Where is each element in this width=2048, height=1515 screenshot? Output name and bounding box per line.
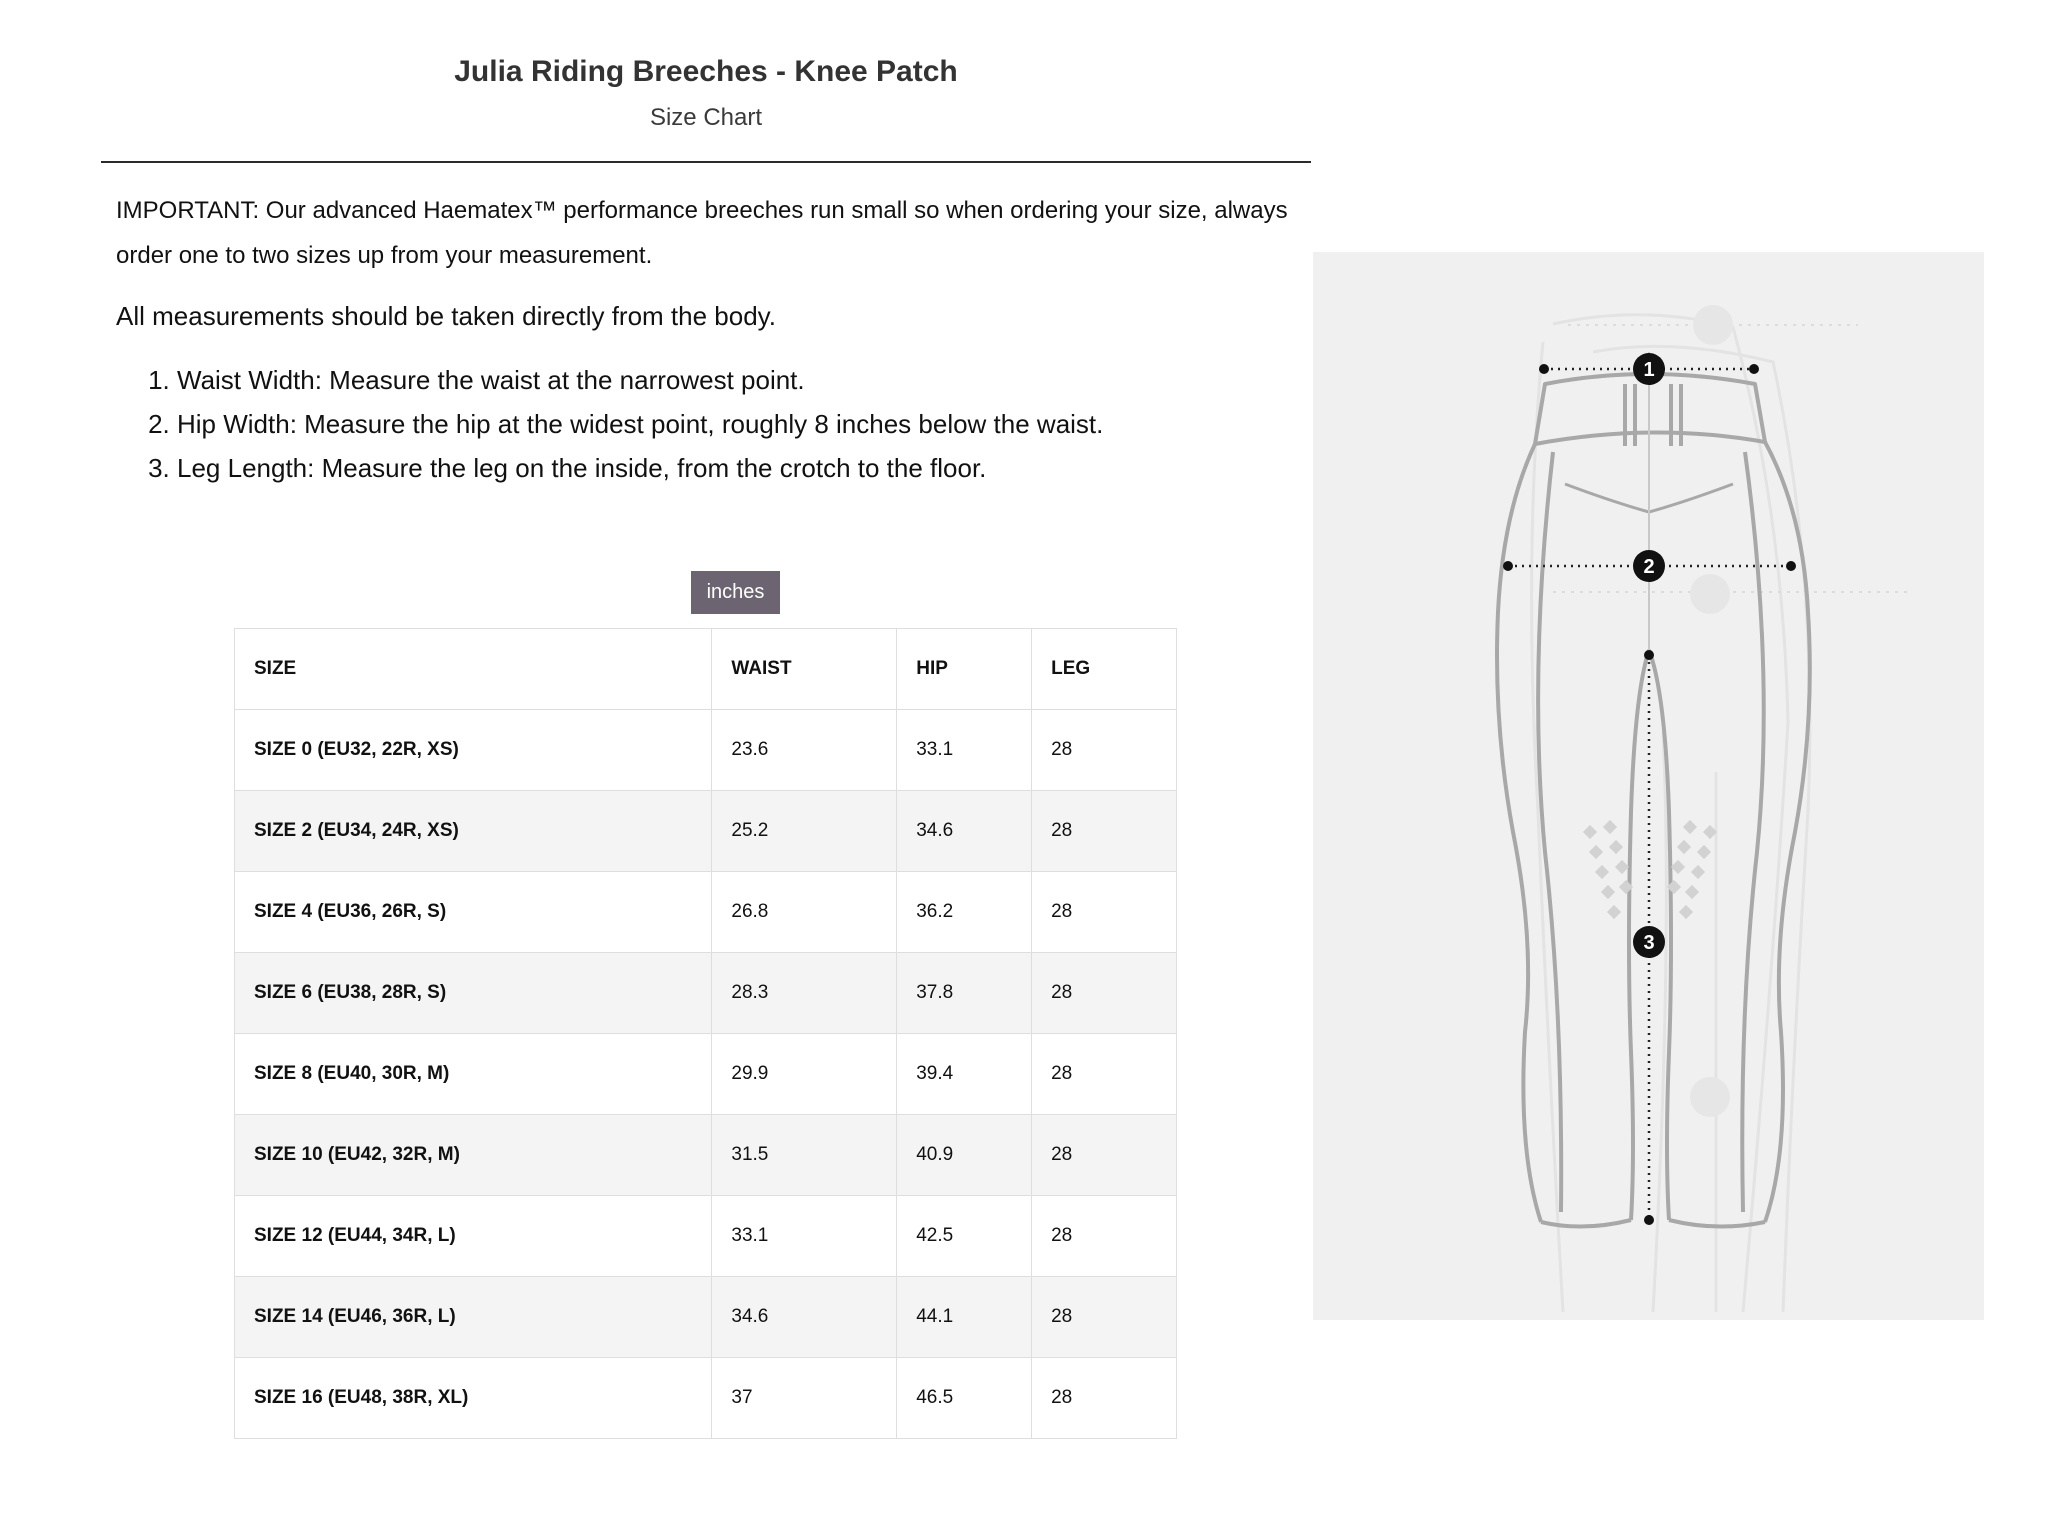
- cell-size: SIZE 12 (EU44, 34R, L): [235, 1196, 712, 1277]
- cell-leg: 28: [1032, 872, 1177, 953]
- cell-waist: 33.1: [712, 1196, 897, 1277]
- svg-text:1: 1: [1643, 359, 1655, 381]
- svg-text:3: 3: [1643, 932, 1655, 954]
- step-hip: 2. Hip Width: Measure the hip at the widest point, roughly 8 inches below the waist.: [177, 402, 1306, 446]
- cell-hip: 42.5: [897, 1196, 1032, 1277]
- table-row: [235, 791, 1177, 872]
- cell-waist: 26.8: [712, 872, 897, 953]
- measurement-steps: [116, 358, 1306, 490]
- faded-measure-lines: [1553, 325, 1913, 592]
- cell-hip: 39.4: [897, 1034, 1032, 1115]
- header-size: SIZE: [235, 629, 712, 710]
- cell-hip: 34.6: [897, 791, 1032, 872]
- page-title: Julia Riding Breeches - Knee Patch: [454, 55, 958, 88]
- header-hip: HIP: [897, 629, 1032, 710]
- marker-leg-icon: [1633, 926, 1665, 958]
- cell-hip: 46.5: [897, 1358, 1032, 1439]
- header-leg: LEG: [1032, 629, 1177, 710]
- page-subtitle: Size Chart: [649, 104, 763, 131]
- faded-markers: [1690, 305, 1733, 1117]
- table-row: [235, 1277, 1177, 1358]
- cell-waist: 25.2: [712, 791, 897, 872]
- cell-size: SIZE 8 (EU40, 30R, M): [235, 1034, 712, 1115]
- cell-size: SIZE 14 (EU46, 36R, L): [235, 1277, 712, 1358]
- cell-size: SIZE 4 (EU36, 26R, S): [235, 872, 712, 953]
- knee-patch: [1583, 820, 1717, 919]
- page-header: [101, 48, 1311, 134]
- marker-waist-icon: [1633, 353, 1665, 385]
- breeches-measurement-diagram-icon: [1313, 252, 1984, 1320]
- instructions: [116, 188, 1306, 490]
- header-divider: [101, 161, 1311, 163]
- important-notice: IMPORTANT: Our advanced Haematex™ performance breeches run small so when ordering your size, always order one to two sizes up from your measurement.: [116, 197, 1288, 269]
- cell-hip: 33.1: [897, 710, 1032, 791]
- cell-waist: 31.5: [712, 1115, 897, 1196]
- breeches-outline: [1497, 374, 1810, 1227]
- step-leg: 3. Leg Length: Measure the leg on the inside, from the crotch to the floor.: [177, 446, 1306, 490]
- header-waist: WAIST: [712, 629, 897, 710]
- cell-hip: 36.2: [897, 872, 1032, 953]
- cell-size: SIZE 0 (EU32, 22R, XS): [235, 710, 712, 791]
- size-table: [234, 628, 1177, 1439]
- table-row: [235, 1358, 1177, 1439]
- cell-waist: 37: [712, 1358, 897, 1439]
- cell-leg: 28: [1032, 1358, 1177, 1439]
- breeches-diagram: [1313, 252, 1984, 1320]
- cell-leg: 28: [1032, 710, 1177, 791]
- cell-waist: 28.3: [712, 953, 897, 1034]
- cell-hip: 44.1: [897, 1277, 1032, 1358]
- cell-hip: 40.9: [897, 1115, 1032, 1196]
- table-row: [235, 1196, 1177, 1277]
- cell-leg: 28: [1032, 791, 1177, 872]
- cell-size: SIZE 6 (EU38, 28R, S): [235, 953, 712, 1034]
- cell-leg: 28: [1032, 1115, 1177, 1196]
- cell-waist: 29.9: [712, 1034, 897, 1115]
- cell-size: SIZE 16 (EU48, 38R, XL): [235, 1358, 712, 1439]
- cell-hip: 37.8: [897, 953, 1032, 1034]
- svg-text:2: 2: [1643, 556, 1655, 578]
- cell-waist: 23.6: [712, 710, 897, 791]
- table-row: [235, 953, 1177, 1034]
- cell-waist: 34.6: [712, 1277, 897, 1358]
- cell-leg: 28: [1032, 1034, 1177, 1115]
- cell-leg: 28: [1032, 953, 1177, 1034]
- table-header-row: [235, 629, 1177, 710]
- cell-size: SIZE 2 (EU34, 24R, XS): [235, 791, 712, 872]
- cell-leg: 28: [1032, 1277, 1177, 1358]
- table-row: [235, 872, 1177, 953]
- table-row: [235, 1034, 1177, 1115]
- cell-size: SIZE 10 (EU42, 32R, M): [235, 1115, 712, 1196]
- step-waist: 1. Waist Width: Measure the waist at the narrowest point.: [177, 358, 1306, 402]
- marker-hip-icon: [1633, 550, 1665, 582]
- cell-leg: 28: [1032, 1196, 1177, 1277]
- unit-toggle-inches[interactable]: inches: [691, 571, 780, 614]
- table-row: [235, 710, 1177, 791]
- measurement-note: All measurements should be taken directly from the body.: [116, 301, 776, 331]
- table-row: [235, 1115, 1177, 1196]
